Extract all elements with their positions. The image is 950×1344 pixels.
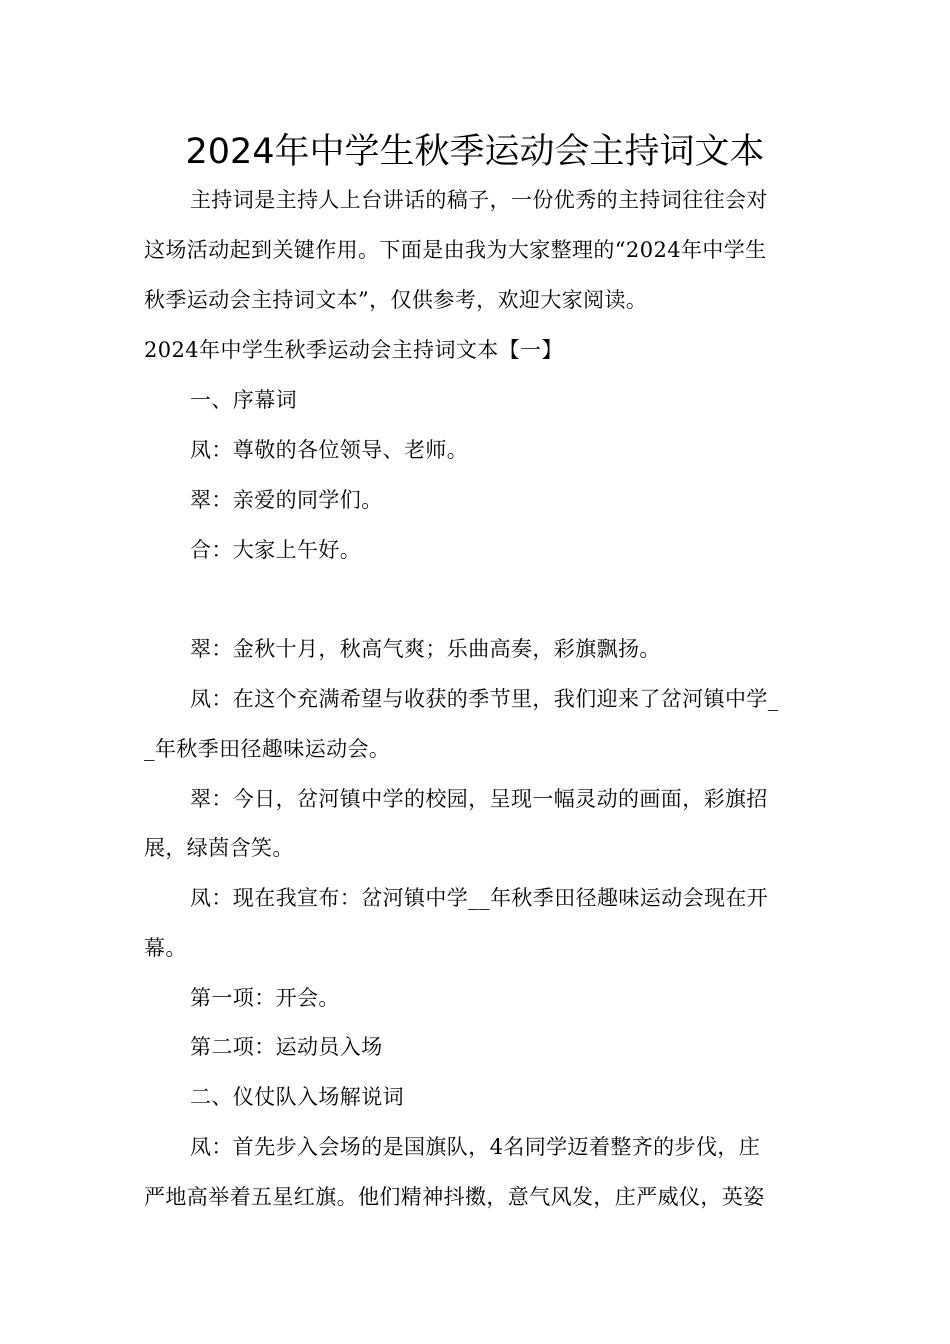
intro-line-1: 主持词是主持人上台讲话的稿子，一份优秀的主持词往往会对 [190,188,768,212]
intro-line-3: 秋季运动会主持词文本”，仅供参考，欢迎大家阅读。 [144,288,648,312]
dialogue-line-7: 幕。 [144,936,187,960]
intro-line-2: 这场活动起到关键作用。下面是由我为大家整理的“2024年中学生 [144,238,767,262]
part2-line-1: 凤：首先步入会场的是国旗队，4名同学迈着整齐的步伐，庄 [190,1135,761,1159]
part2-line-2: 严地高举着五星红旗。他们精神抖擞，意气风发，庄严威仪，英姿 [144,1185,765,1209]
part2-heading: 二、仪仗队入场解说词 [190,1085,404,1109]
dialogue-line-2: 凤：在这个充满希望与收获的季节里，我们迎来了岔河镇中学_ [190,687,779,711]
dialogue-line-9: 第二项：运动员入场 [190,1035,383,1059]
dialogue-line-6: 凤：现在我宣布：岔河镇中学__年秋季田径趣味运动会现在开 [190,886,769,910]
opening-line-3: 合：大家上午好。 [190,538,362,562]
part1-heading: 一、序幕词 [190,388,297,412]
dialogue-line-1: 翠：金秋十月，秋高气爽；乐曲高奏，彩旗飘扬。 [190,637,661,661]
document-title: 2024年中学生秋季运动会主持词文本 [185,132,765,172]
dialogue-line-5: 展，绿茵含笑。 [144,836,294,860]
dialogue-line-8: 第一项：开会。 [190,986,340,1010]
opening-line-2: 翠：亲爱的同学们。 [190,488,383,512]
opening-line-1: 凤：尊敬的各位领导、老师。 [190,438,469,462]
section-heading: 2024年中学生秋季运动会主持词文本【一】 [144,338,563,362]
dialogue-line-4: 翠：今日，岔河镇中学的校园，呈现一幅灵动的画面，彩旗招 [190,787,768,811]
dialogue-line-3: _年秋季田径趣味运动会。 [144,737,391,761]
